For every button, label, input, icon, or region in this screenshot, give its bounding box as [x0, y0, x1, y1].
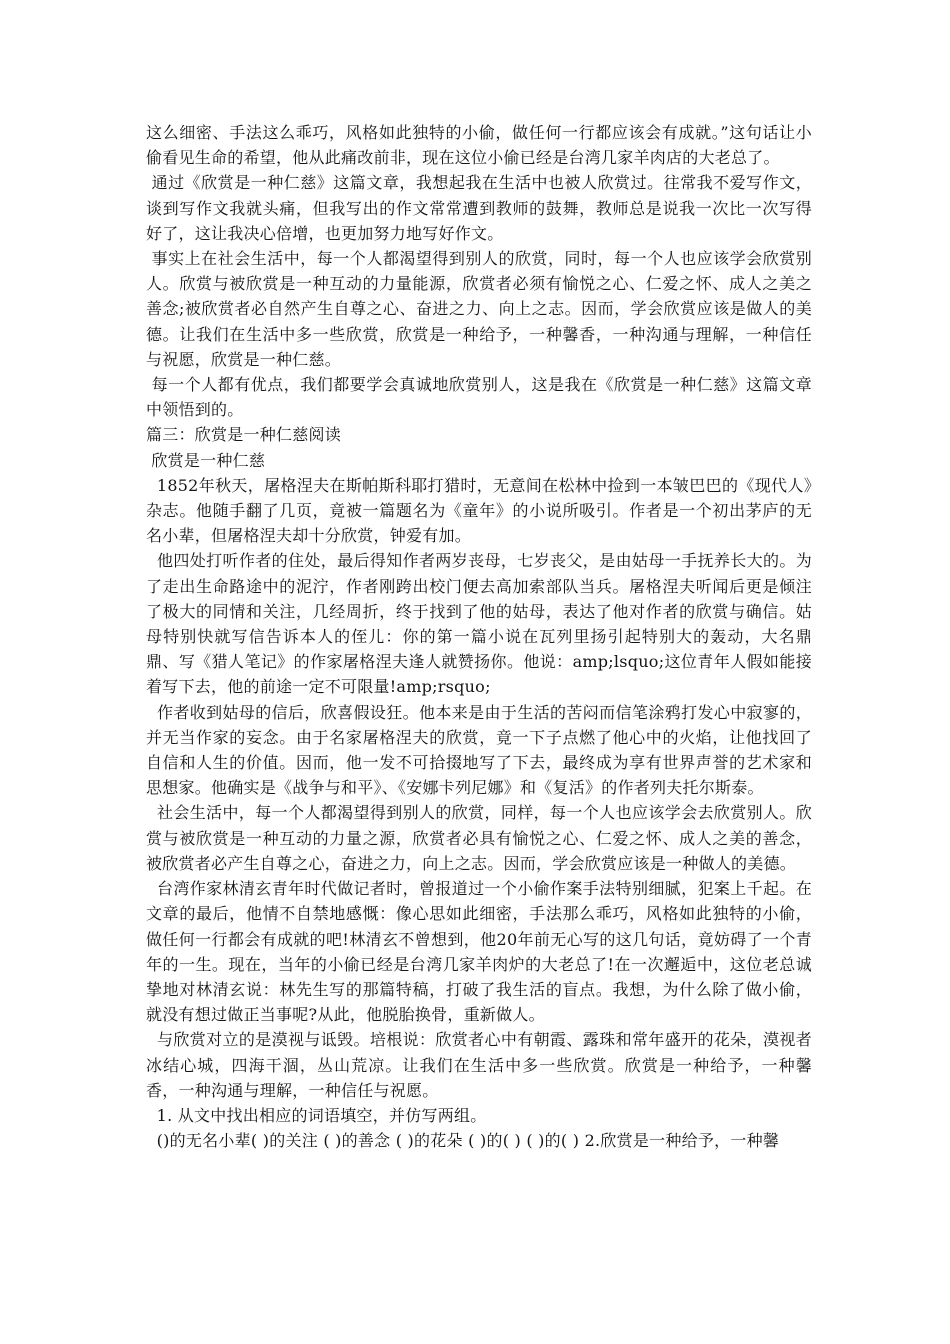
paragraph: 每一个人都有优点，我们都要学会真诚地欣赏别人，这是我在《欣赏是一种仁慈》这篇文章中领悟到的。 [146, 375, 812, 420]
paragraph: 作者收到姑母的信后，欣喜假设狂。他本来是由于生活的苦闷而信笔涂鸦打发心中寂寥的，并无当作家的妄念。由于名家屠格涅夫的欣赏，竟一下子点燃了他心中的火焰，让他找回了自信和人生的价值。因而，他一发不可拾掇地写了下去，最终成为享有世界声誉的艺术家和思想家。他确实是《战争与和平》、《安娜卡列尼娜》和《复活》的作者列夫托尔斯泰。 [146, 702, 812, 798]
paragraph: 通过《欣赏是一种仁慈》这篇文章，我想起我在生活中也被人欣赏过。往常我不爱写作文，谈到写作文我就头痛，但我写出的作文常常遭到教师的鼓舞，教师总是说我一次比一次写得好了，这让我决心倍增，也更加努力地写好作文。 [146, 173, 812, 243]
paragraph: 这么细密、手法这么乖巧，风格如此独特的小偷，做任何一行都应该会有成就。”这句话让小偷看见生命的希望，他从此痛改前非，现在这位小偷已经是台湾几家羊肉店的大老总了。 [146, 123, 812, 168]
question-blanks: ()的无名小辈( )的关注 ( )的善念 ( )的花朵 ( )的( ) ( )的( ) 2.欣赏是一种给予，一种馨 [146, 1131, 780, 1151]
article-title: 欣赏是一种仁慈 [146, 450, 266, 470]
question: 1. 从文中找出相应的词语填空，并仿写两组。 [146, 1105, 487, 1125]
paragraph: 事实上在社会生活中，每一个人都渴望得到别人的欣赏，同时，每一个人也应该学会欣赏别人。欣赏与被欣赏是一种互动的力量能源，欣赏者必须有愉悦之心、仁爱之怀、成人之美之善念;被欣赏者必自然产生自尊之心、奋进之力、向上之志。因而，学会欣赏应该是做人的美德。让我们在生活中多一些欣赏，欣赏是一种给予，一种馨香，一种沟通与理解，一种信任与祝愿，欣赏是一种仁慈。 [146, 249, 812, 369]
paragraph: 社会生活中，每一个人都渴望得到别人的欣赏，同样，每一个人也应该学会去欣赏别人。欣赏与被欣赏是一种互动的力量之源，欣赏者必具有愉悦之心、仁爱之怀、成人之美的善念，被欣赏者必产生自尊之心，奋进之力，向上之志。因而，学会欣赏应该是一种做人的美德。 [146, 803, 812, 873]
section-heading: 篇三：欣赏是一种仁慈阅读 [146, 425, 342, 445]
paragraph: 台湾作家林清玄青年时代做记者时，曾报道过一个小偷作案手法特别细腻，犯案上千起。在文章的最后，他情不自禁地感慨：像心思如此细密，手法那么乖巧，风格如此独特的小偷，做任何一行都会有成就的吧!林清玄不曾想到，他20年前无心写的这几句话，竟妨碍了一个青年的一生。现在，当年的小偷已经是台湾几家羊肉炉的大老总了!在一次邂逅中，这位老总诚挚地对林清玄说：林先生写的那篇特稿，打破了我生活的盲点。我想，为什么除了做小偷，就没有想过做正当事呢?从此，他脱胎换骨，重新做人。 [146, 879, 812, 1025]
paragraph: 他四处打听作者的住处，最后得知作者两岁丧母，七岁丧父，是由姑母一手抚养长大的。为了走出生命路途中的泥泞，作者刚跨出校门便去高加索部队当兵。屠格涅夫听闻后更是倾注了极大的同情和关注，几经周折，终于找到了他的姑母，表达了他对作者的欣赏与确信。姑母特别快就写信告诉本人的侄儿：你的第一篇小说在瓦列里扬引起特别大的轰动，大名鼎鼎、写《猎人笔记》的作家屠格涅夫逢人就赞扬你。他说：amp;lsquo;这位青年人假如能接着写下去，他的前途一定不可限量!amp;rsquo; [146, 551, 812, 697]
document-body [146, 120, 812, 1153]
paragraph: 1852年秋天，屠格涅夫在斯帕斯科耶打猎时，无意间在松林中捡到一本皱巴巴的《现代人》杂志。他随手翻了几页，竟被一篇题名为《童年》的小说所吸引。作者是一个初出茅庐的无名小辈，但屠格涅夫却十分欣赏，钟爱有加。 [146, 475, 812, 546]
paragraph: 与欣赏对立的是漠视与诋毁。培根说：欣赏者心中有朝霞、露珠和常年盛开的花朵，漠视者冰结心城，四海干涸，丛山荒凉。让我们在生活中多一些欣赏。欣赏是一种给予，一种馨香，一种沟通与理解，一种信任与祝愿。 [146, 1030, 812, 1100]
